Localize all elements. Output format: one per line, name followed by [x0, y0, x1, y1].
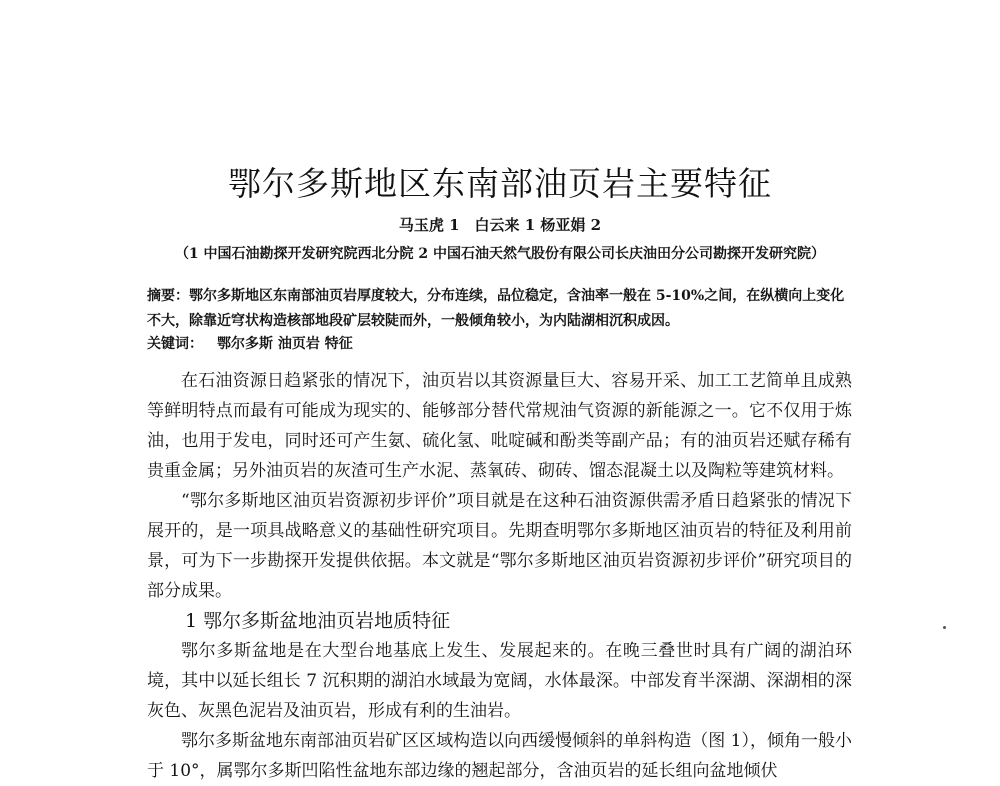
paragraph-4: 鄂尔多斯盆地东南部油页岩矿区区域构造以向西缓慢倾斜的单斜构造（图 1），倾角一般小于 10°，属鄂尔多斯凹陷性盆地东部边缘的翘起部分，含油页岩的延长组向盆地倾伏 — [147, 731, 852, 781]
scan-speck — [943, 626, 946, 629]
abstract-text: 鄂尔多斯地区东南部油页岩厚度较大，分布连续，品位稳定，含油率一般在 5-10%之间，在纵横向上变化不大，除靠近穹状构造核部地段矿层较陡而外，一般倾角较小，为内陆湖相沉积成因。 — [147, 288, 845, 329]
authors: 马玉虎 1 白云来 1 杨亚娟 2 — [398, 216, 602, 234]
paragraph-1: 在石油资源日趋紧张的情况下，油页岩以其资源量巨大、容易开采、加工工艺简单且成熟等鲜明特点而最有可能成为现实的、能够部分替代常规油气资源的新能源之一。它不仅用于炼油，也用于发电，同时还可产生氨、硫化氢、吡啶碱和酚类等副产品；有的油页岩还赋存稀有贵重金属；另外油页岩的灰渣可生产水泥、蒸氧砖、砌砖、馏态混凝土以及陶粒等建筑材料。 — [147, 371, 852, 481]
keywords-text: 鄂尔多斯 油页岩 特征 — [217, 336, 353, 352]
affiliations: （1 中国石油勘探开发研究院西北分院 2 中国石油天然气股份有限公司长庆油田分公司勘探开发研究院） — [174, 246, 826, 262]
section-heading-1: 1 鄂尔多斯盆地油页岩地质特征 — [185, 610, 451, 632]
abstract-label: 摘要： — [147, 288, 189, 304]
paragraph-2: “鄂尔多斯地区油页岩资源初步评价”项目就是在这种石油资源供需矛盾日趋紧张的情况下展开的，是一项具战略意义的基础性研究项目。先期查明鄂尔多斯地区油页岩的特征及利用前景，可为下一步勘探开发提供依据。本文就是“鄂尔多斯地区油页岩资源初步评价”研究项目的部分成果。 — [147, 491, 852, 601]
paper-title: 鄂尔多斯地区东南部油页岩主要特征 — [228, 164, 772, 203]
abstract — [147, 284, 857, 334]
keywords-label: 关键词： — [147, 336, 203, 352]
body-text — [147, 366, 852, 786]
paragraph-3: 鄂尔多斯盆地是在大型台地基底上发生、发展起来的。在晚三叠世时具有广阔的湖泊环境，其中以延长组长 7 沉积期的湖泊水域最为宽阔，水体最深。中部发育半深湖、深湖相的深灰色、灰黑色泥岩及油页岩，形成有利的生油岩。 — [147, 641, 852, 721]
keywords — [147, 334, 857, 354]
